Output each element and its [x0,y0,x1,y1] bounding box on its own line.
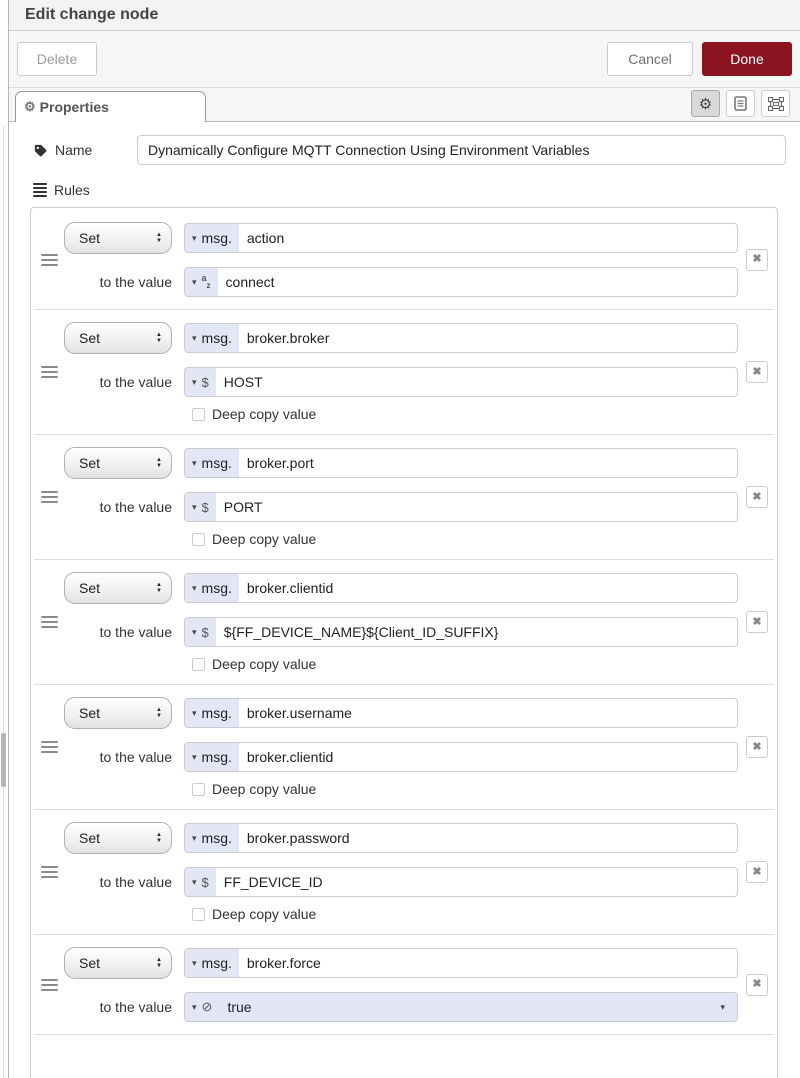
property-value-text: action [246,230,285,246]
edit-tray [8,0,800,1078]
to-the-value-label: to the value [99,374,172,390]
value-type-button[interactable] [185,493,216,521]
select-arrows-icon: ▲ ▼ [156,706,162,719]
chevron-down-icon: ▾ [192,376,197,387]
rule-action-value: Set [79,955,101,971]
rule-action-select[interactable] [64,947,172,979]
select-arrows-icon: ▲ ▼ [156,956,162,969]
value-text: PORT [223,499,263,515]
name-label [33,142,137,158]
rule-item [34,310,774,435]
rule-item [34,685,774,810]
chevron-down-icon: ▾ [192,876,197,887]
property-typed-input[interactable] [184,698,738,728]
gear-icon: ⚙ [698,95,713,113]
value-type-button[interactable] [185,743,239,771]
rule-property-row [64,947,738,979]
tab-properties[interactable] [15,91,206,122]
deep-copy-row [192,906,738,922]
property-typed-input[interactable] [184,573,738,603]
rule-value-row [64,617,738,647]
tray-header [9,0,800,31]
delete-rule-button[interactable]: ✖ [746,249,768,271]
delete-rule-button[interactable]: ✖ [746,611,768,633]
delete-button[interactable]: Delete [17,42,97,76]
chevron-down-icon: ▾ [192,332,197,343]
property-type-button[interactable] [185,824,239,852]
chevron-down-icon: ▾ [192,1001,197,1012]
chevron-down-icon: ▾ [192,751,197,762]
value-type-icon: a z [201,273,211,290]
delete-rule-button[interactable]: ✖ [746,736,768,758]
deep-copy-row [192,656,738,672]
rule-action-value: Set [79,455,101,471]
value-text: true [227,999,252,1015]
rule-action-select[interactable] [64,222,172,254]
tab-properties-label: Properties [39,99,109,115]
select-arrows-icon: ▲ ▼ [156,231,162,244]
rule-property-row [64,822,738,854]
property-typed-input[interactable] [184,323,738,353]
rule-item [34,935,774,1035]
rule-value-row [64,992,738,1022]
property-type-label: msg. [201,705,232,721]
property-value-text: broker.port [246,455,314,471]
deep-copy-checkbox[interactable] [192,908,205,921]
rule-property-row [64,322,738,354]
select-arrows-icon: ▲ ▼ [156,581,162,594]
property-typed-input[interactable] [184,948,738,978]
chevron-down-icon: ▾ [192,832,197,843]
property-value-text: broker.username [246,705,352,721]
to-the-value-label: to the value [99,274,172,290]
value-type-button[interactable] [185,368,216,396]
value-typed-input[interactable] [184,867,738,897]
property-type-button[interactable] [185,449,239,477]
deep-copy-row [192,406,738,422]
property-type-label: msg. [201,330,232,346]
to-the-value-label: to the value [99,999,172,1015]
deep-copy-checkbox[interactable] [192,658,205,671]
value-type-icon: ⊘ [201,999,213,1014]
delete-rule-button[interactable]: ✖ [746,361,768,383]
rule-value-row [64,867,738,897]
property-value-text: broker.clientid [246,580,334,596]
delete-rule-button[interactable]: ✖ [746,861,768,883]
property-type-label: msg. [201,580,232,596]
name-row [33,135,786,165]
chevron-down-icon: ▾ [192,626,197,637]
delete-rule-button[interactable]: ✖ [746,486,768,508]
rule-action-select[interactable] [64,322,172,354]
rule-action-select[interactable] [64,822,172,854]
value-typed-input[interactable] [184,367,738,397]
rule-value-row [64,367,738,397]
value-text: FF_DEVICE_ID [223,874,323,890]
value-type-label: msg. [201,749,232,765]
deep-copy-row [192,781,738,797]
rule-property-row [64,572,738,604]
value-typed-input[interactable] [184,492,738,522]
property-typed-input[interactable] [184,823,738,853]
rule-property-row [64,447,738,479]
chevron-down-icon: ▾ [192,457,197,468]
drag-handle-icon[interactable] [41,616,58,628]
to-the-value-label: to the value [99,624,172,640]
value-typed-input[interactable] [184,267,738,297]
value-type-icon: $ [201,374,209,390]
property-type-label: msg. [201,455,232,471]
rule-item [34,435,774,560]
editor-tabstrip [9,88,800,122]
rule-action-select[interactable] [64,697,172,729]
value-typed-input[interactable] [184,617,738,647]
rule-item [34,210,774,310]
rule-action-value: Set [79,580,101,596]
value-text: HOST [223,374,263,390]
appearance-icon-button[interactable] [761,90,790,117]
rules-label-text: Rules [54,182,90,198]
cancel-button[interactable]: Cancel [607,42,693,76]
dialog-title: Edit change node [25,6,159,23]
drag-handle-icon[interactable] [41,491,58,503]
value-type-button[interactable] [185,868,216,896]
chevron-down-icon: ▾ [192,957,197,968]
drag-handle-icon[interactable] [41,366,58,378]
rule-action-select[interactable] [64,447,172,479]
property-typed-input[interactable] [184,448,738,478]
rule-action-value: Set [79,705,101,721]
chevron-down-icon: ▾ [192,501,197,512]
deep-copy-label: Deep copy value [212,531,317,547]
rule-value-row [64,492,738,522]
property-type-label: msg. [201,230,232,246]
rule-action-select[interactable] [64,572,172,604]
property-type-button[interactable] [185,949,239,977]
properties-panel [9,122,800,1078]
scrollbar-track [3,126,4,1078]
property-type-button[interactable] [185,324,239,352]
property-type-button[interactable] [185,574,239,602]
name-input[interactable] [137,135,786,165]
property-value-text: broker.broker [246,330,330,346]
value-type-button[interactable] [185,268,218,296]
drag-handle-icon[interactable] [41,979,58,991]
value-typed-input[interactable] [184,992,738,1022]
value-type-icon: $ [201,874,209,890]
deep-copy-checkbox[interactable] [192,783,205,796]
list-icon [33,183,47,197]
drag-handle-icon[interactable] [41,866,58,878]
chevron-down-icon: ▾ [192,582,197,593]
deep-copy-label: Deep copy value [212,906,317,922]
deep-copy-checkbox[interactable] [192,408,205,421]
rule-action-value: Set [79,830,101,846]
done-button[interactable]: Done [702,42,792,76]
value-typed-input[interactable] [184,742,738,772]
to-the-value-label: to the value [99,749,172,765]
property-type-button[interactable] [185,699,239,727]
description-icon-button[interactable] [726,90,755,117]
chevron-down-icon: ▾ [192,232,197,243]
deep-copy-label: Deep copy value [212,656,317,672]
drag-handle-icon[interactable] [41,254,58,266]
rules-section-label [33,182,786,198]
rule-item [34,810,774,935]
property-type-label: msg. [201,830,232,846]
select-arrows-icon: ▲ ▼ [156,456,162,469]
to-the-value-label: to the value [99,874,172,890]
value-text: connect [225,274,275,290]
to-the-value-label: to the value [99,499,172,515]
scrollbar-thumb[interactable] [1,733,6,787]
chevron-down-icon: ▾ [192,707,197,718]
tab-icon-group [691,90,790,117]
properties-gear-icon-button[interactable] [691,90,720,117]
property-type-button[interactable] [185,224,239,252]
value-type-button[interactable] [185,993,219,1021]
value-type-icon: $ [201,499,209,515]
property-typed-input[interactable] [184,223,738,253]
property-value-text: broker.password [246,830,350,846]
name-label-text: Name [55,142,93,158]
tag-icon [33,143,48,158]
deep-copy-label: Deep copy value [212,406,317,422]
value-text: ${FF_DEVICE_NAME}${Client_ID_SUFFIX} [223,624,499,640]
tray-toolbar [9,31,800,88]
rule-value-row [64,742,738,772]
rule-property-row [64,697,738,729]
property-type-label: msg. [201,955,232,971]
value-type-icon: $ [201,624,209,640]
rule-action-value: Set [79,230,101,246]
rule-value-row [64,267,738,297]
select-arrows-icon: ▲ ▼ [156,331,162,344]
deep-copy-checkbox[interactable] [192,533,205,546]
deep-copy-row [192,531,738,547]
gear-icon: ⚙ [24,99,36,114]
drag-handle-icon[interactable] [41,741,58,753]
select-arrows-icon: ▲ ▼ [156,831,162,844]
rule-item [34,560,774,685]
object-group-icon [768,97,784,111]
delete-rule-button[interactable]: ✖ [746,974,768,996]
workspace-gutter [0,0,8,1078]
dropdown-caret-icon: ▾ [720,1001,725,1012]
value-text: broker.clientid [246,749,334,765]
chevron-down-icon: ▾ [192,276,197,287]
document-icon [734,96,747,111]
value-type-button[interactable] [185,618,216,646]
rule-property-row [64,222,738,254]
deep-copy-label: Deep copy value [212,781,317,797]
property-value-text: broker.force [246,955,321,971]
rule-action-value: Set [79,330,101,346]
rules-list [30,207,778,1078]
